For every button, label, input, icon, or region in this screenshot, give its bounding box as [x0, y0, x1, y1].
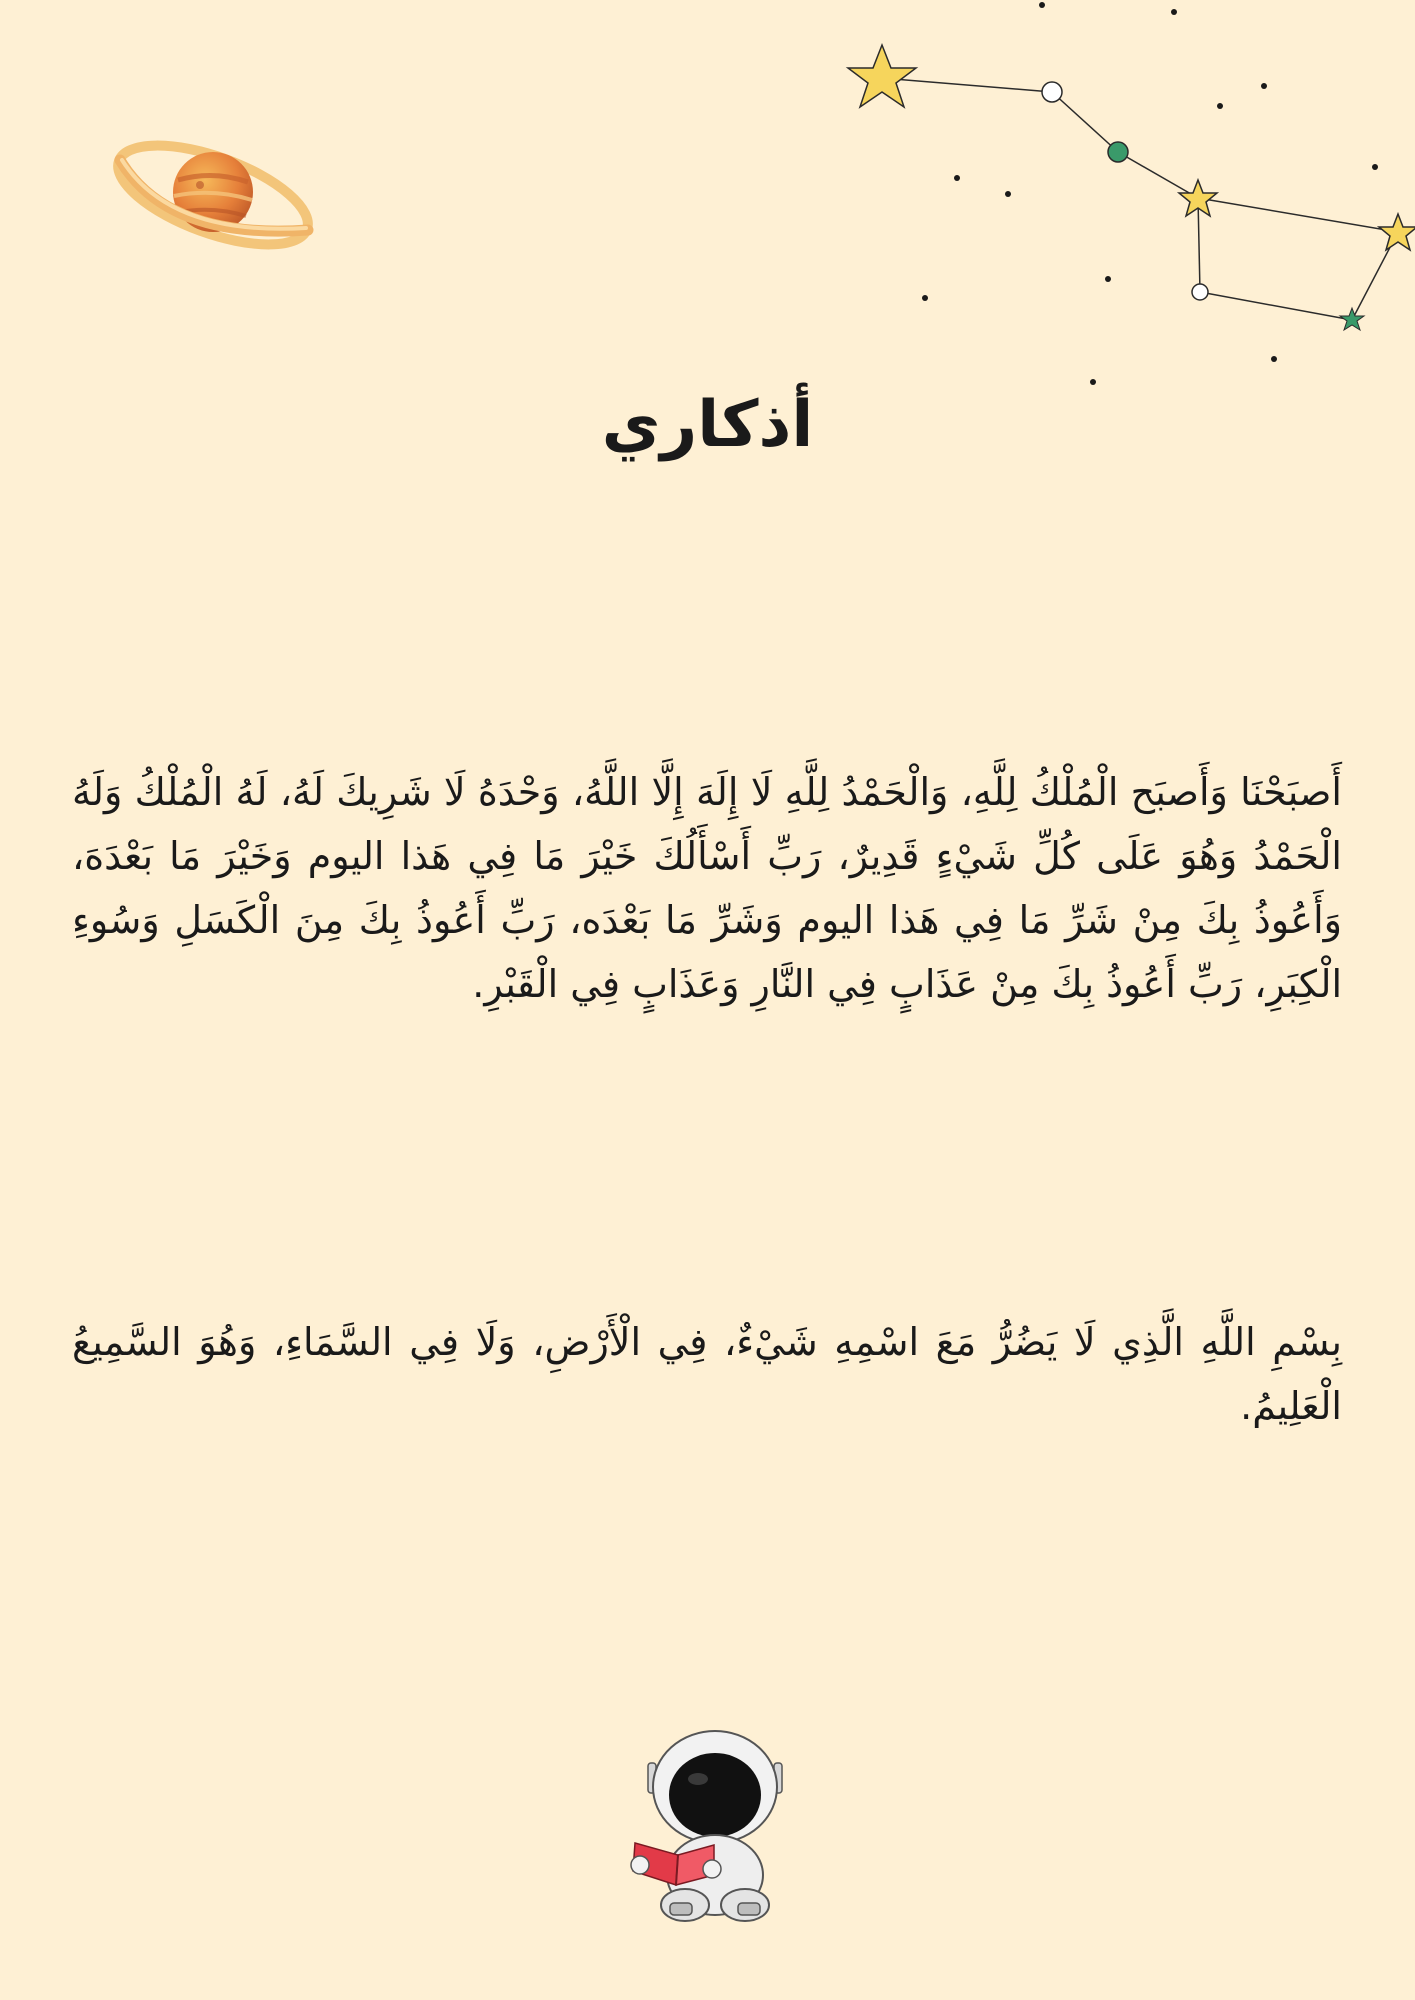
astronaut-reading-icon — [630, 1725, 800, 1930]
saturn-planet-icon — [108, 130, 318, 260]
bismillah-dua-paragraph: بِسْمِ اللَّهِ الَّذِي لَا يَضُرُّ مَعَ اسْمِهِ شَيْءٌ، فِي الْأَرْضِ، وَلَا فِي السَّمَاءِ، وَهُوَ السَّمِيعُ الْعَلِيمُ. — [72, 1320, 1342, 1428]
constellation-icon — [820, 0, 1415, 400]
page-title: أذكاري — [601, 388, 814, 462]
morning-dua-paragraph: أَصبَحْنَا وَأَصبَح الْمُلْكُ لِلَّهِ، وَالْحَمْدُ لِلَّهِ لَا إِلَهَ إِلَّا اللَّهُ، وَحْدَهُ لَا شَرِيكَ لَهُ، لَهُ الْمُلْكُ وَلَهُ الْحَمْدُ وَهُوَ عَلَى كُلِّ شَيْءٍ قَدِيرٌ، رَبِّ أَسْأَلُكَ خَيْرَ مَا فِي هَذا اليوم وَخَيْرَ مَا بَعْدَهَ، وَأَعُوذُ بِكَ مِنْ شَرِّ مَا فِي هَذا اليوم وَشَرِّ مَا بَعْدَه، رَبِّ أَعُوذُ بِكَ مِنَ الْكَسَلِ وَسُوءِ الْكِبَرِ، رَبِّ أَعُوذُ بِكَ مِنْ عَذَابٍ فِي النَّارِ وَعَذَابٍ فِي الْقَبْرِ. — [72, 770, 1342, 1006]
